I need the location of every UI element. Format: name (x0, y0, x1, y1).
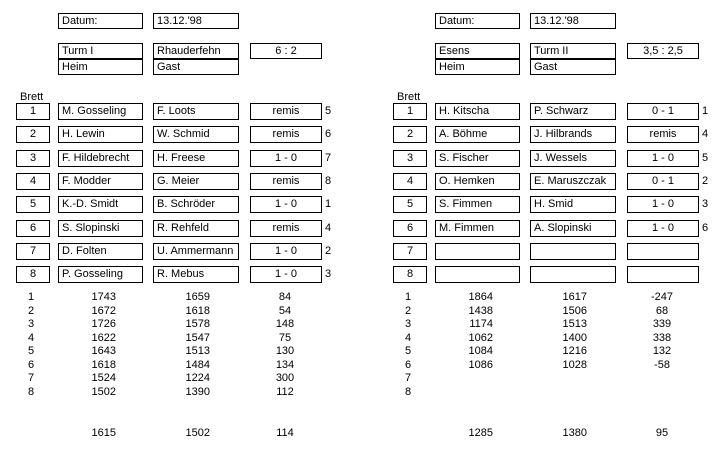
right-rating-away: 1513 (562, 318, 587, 330)
left-board-number: 8 (16, 266, 50, 283)
right-result-field[interactable]: remis (627, 126, 699, 143)
right-rating-diff: 338 (652, 331, 672, 344)
left-rating-home: 1672 (91, 304, 116, 317)
left-black-player-field[interactable]: G. Meier (153, 173, 239, 190)
left-rating-away: 1547 (185, 331, 210, 344)
right-black-player-field[interactable]: A. Slopinski (530, 220, 616, 237)
left-board-number: 2 (16, 126, 50, 143)
left-rating-board-number: 7 (28, 372, 35, 384)
left-board-number: 3 (16, 150, 50, 167)
right-rating-board-number: 2 (405, 304, 412, 317)
left-white-player-field[interactable]: S. Slopinski (58, 220, 143, 237)
right-result-field[interactable]: 1 - 0 (627, 150, 699, 167)
left-board-order: 2 (325, 245, 332, 257)
right-board-order: 2 (702, 175, 709, 187)
left-board-order: 5 (325, 105, 332, 117)
left-rating-home: 1502 (91, 385, 116, 398)
right-rating-board-number: 6 (405, 358, 412, 371)
left-board-number: 1 (16, 103, 50, 120)
left-white-player-field[interactable]: M. Gosseling (58, 103, 143, 120)
left-rating-away: 1513 (185, 345, 210, 357)
right-black-player-field[interactable] (530, 266, 616, 283)
right-result-field[interactable]: 0 - 1 (627, 103, 699, 120)
left-black-player-field[interactable]: F. Loots (153, 103, 239, 120)
right-white-player-field[interactable]: O. Hemken (435, 173, 520, 190)
right-rating-home: 1086 (468, 358, 493, 371)
right-board-number: 5 (393, 196, 427, 213)
left-rating-diff: 75 (278, 331, 292, 344)
right-board-number: 7 (393, 243, 427, 260)
right-white-player-field[interactable]: S. Fischer (435, 150, 520, 167)
left-board-order: 6 (325, 128, 332, 140)
left-rating-home: 1743 (91, 291, 116, 303)
left-rating-board-number: 1 (28, 291, 35, 303)
right-black-player-field[interactable]: J. Hilbrands (530, 126, 616, 143)
right-total-home: 1285 (468, 427, 493, 439)
left-result-field[interactable]: remis (250, 220, 322, 237)
right-total-away: 1380 (562, 427, 587, 439)
left-board-number: 7 (16, 243, 50, 260)
left-rating-board-number: 8 (28, 385, 35, 398)
left-result-field[interactable]: remis (250, 103, 322, 120)
left-black-player-field[interactable]: B. Schröder (153, 196, 239, 213)
left-total-home: 1615 (91, 427, 116, 439)
right-brett-header: Brett (397, 91, 421, 103)
left-rating-board-number: 2 (28, 304, 35, 317)
left-result-field[interactable]: 1 - 0 (250, 196, 322, 213)
right-rating-home: 1062 (468, 331, 493, 344)
left-rating-board-number: 5 (28, 345, 35, 357)
right-rating-diff: -58 (654, 358, 670, 371)
left-home-label: Heim (58, 59, 143, 75)
left-result-field[interactable]: 1 - 0 (250, 150, 322, 167)
left-white-player-field[interactable]: P. Gosseling (58, 266, 143, 283)
right-black-player-field[interactable]: J. Wessels (530, 150, 616, 167)
right-board-number: 6 (393, 220, 427, 237)
left-rating-diff: 84 (278, 291, 292, 303)
left-rating-board-number: 4 (28, 331, 35, 344)
right-result-field[interactable]: 0 - 1 (627, 173, 699, 190)
left-rating-diff: 112 (276, 385, 294, 398)
right-rating-away: 1028 (562, 358, 587, 371)
left-rating-home: 1618 (91, 358, 116, 371)
right-total-diff: 95 (655, 427, 669, 439)
right-board-number: 8 (393, 266, 427, 283)
right-black-player-field[interactable] (530, 243, 616, 260)
left-white-player-field[interactable]: H. Lewin (58, 126, 143, 143)
left-black-player-field[interactable]: R. Rehfeld (153, 220, 239, 237)
right-date-label: Datum: (435, 13, 520, 29)
left-date-field[interactable]: 13.12.'98 (153, 13, 239, 29)
right-white-player-field[interactable] (435, 243, 520, 260)
left-white-player-field[interactable]: K.-D. Smidt (58, 196, 143, 213)
left-board-number: 5 (16, 196, 50, 213)
left-away-label: Gast (153, 59, 239, 75)
right-rating-away: 1216 (562, 345, 587, 357)
left-result-field[interactable]: remis (250, 126, 322, 143)
left-score-field[interactable]: 6 : 2 (250, 43, 322, 59)
left-board-order: 8 (325, 175, 332, 187)
right-rating-away: 1400 (562, 331, 587, 344)
left-black-player-field[interactable]: H. Freese (153, 150, 239, 167)
left-board-order: 7 (325, 152, 332, 164)
left-rating-diff: 134 (275, 358, 295, 371)
right-board-number: 2 (393, 126, 427, 143)
right-board-number: 4 (393, 173, 427, 190)
left-result-field[interactable]: 1 - 0 (250, 243, 322, 260)
left-board-order: 3 (325, 268, 332, 280)
right-rating-home: 1084 (468, 345, 493, 357)
right-black-player-field[interactable]: H. Smid (530, 196, 616, 213)
left-board-order: 1 (325, 198, 332, 210)
left-board-order: 4 (325, 222, 332, 234)
left-rating-diff: 54 (278, 304, 292, 317)
right-result-field[interactable]: 1 - 0 (627, 220, 699, 237)
right-black-player-field[interactable]: P. Schwarz (530, 103, 616, 120)
right-rating-diff: -247 (650, 291, 674, 303)
left-brett-header: Brett (20, 91, 44, 103)
right-home-team-field[interactable]: Esens (435, 43, 520, 59)
right-rating-board-number: 1 (405, 291, 412, 303)
left-rating-away: 1618 (185, 304, 210, 317)
left-rating-away: 1484 (185, 358, 210, 371)
right-rating-diff: 132 (652, 345, 672, 357)
left-rating-diff: 130 (275, 345, 295, 357)
right-rating-diff: 339 (652, 318, 672, 330)
right-rating-home: 1174 (469, 318, 493, 330)
left-away-team-field[interactable]: Rhauderfehn (153, 43, 239, 59)
right-rating-board-number: 3 (405, 318, 412, 330)
left-rating-home: 1643 (91, 345, 116, 357)
left-rating-home: 1726 (91, 318, 116, 330)
right-rating-board-number: 5 (405, 345, 412, 357)
left-result-field[interactable]: remis (250, 173, 322, 190)
left-result-field[interactable]: 1 - 0 (250, 266, 322, 283)
left-home-team-field[interactable]: Turm I (58, 43, 143, 59)
right-white-player-field[interactable]: H. Kitscha (435, 103, 520, 120)
left-rating-home: 1622 (91, 331, 116, 344)
left-rating-diff: 148 (275, 318, 295, 330)
left-rating-away: 1659 (185, 291, 210, 303)
right-result-field[interactable]: 1 - 0 (627, 196, 699, 213)
right-away-label: Gast (530, 59, 616, 75)
left-rating-home: 1524 (91, 372, 116, 384)
right-result-field[interactable] (627, 266, 699, 283)
right-rating-away: 1617 (562, 291, 587, 303)
right-rating-home: 1864 (468, 291, 493, 303)
left-white-player-field[interactable]: D. Folten (58, 243, 143, 260)
left-date-label: Datum: (58, 13, 143, 29)
right-board-order: 6 (702, 222, 709, 234)
left-white-player-field[interactable]: F. Hildebrecht (58, 150, 143, 167)
right-rating-board-number: 4 (405, 331, 412, 344)
right-rating-away: 1506 (562, 304, 587, 317)
right-white-player-field[interactable] (435, 266, 520, 283)
right-board-order: 1 (702, 105, 709, 117)
right-white-player-field[interactable]: M. Fimmen (435, 220, 520, 237)
right-board-order: 5 (702, 152, 709, 164)
left-total-diff: 114 (276, 427, 294, 439)
right-black-player-field[interactable]: E. Maruszczak (530, 173, 616, 190)
right-white-player-field[interactable]: A. Böhme (435, 126, 520, 143)
left-black-player-field[interactable]: W. Schmid (153, 126, 239, 143)
right-board-number: 3 (393, 150, 427, 167)
right-home-label: Heim (435, 59, 520, 75)
right-rating-board-number: 8 (405, 385, 412, 398)
right-score-field[interactable]: 3,5 : 2,5 (627, 43, 699, 59)
left-board-number: 4 (16, 173, 50, 190)
left-board-number: 6 (16, 220, 50, 237)
right-away-team-field[interactable]: Turm II (530, 43, 616, 59)
left-rating-away: 1578 (185, 318, 210, 330)
left-total-away: 1502 (185, 427, 210, 439)
left-white-player-field[interactable]: F. Modder (58, 173, 143, 190)
left-black-player-field[interactable]: U. Ammermann (153, 243, 239, 260)
right-rating-board-number: 7 (405, 372, 412, 384)
left-rating-away: 1224 (185, 372, 210, 384)
right-rating-home: 1438 (468, 304, 493, 317)
left-rating-diff: 300 (275, 372, 295, 384)
right-white-player-field[interactable]: S. Fimmen (435, 196, 520, 213)
right-board-order: 3 (702, 198, 709, 210)
right-rating-diff: 68 (655, 304, 669, 317)
right-board-order: 4 (702, 128, 709, 140)
right-result-field[interactable] (627, 243, 699, 260)
right-date-field[interactable]: 13.12.'98 (530, 13, 616, 29)
left-black-player-field[interactable]: R. Mebus (153, 266, 239, 283)
right-board-number: 1 (393, 103, 427, 120)
left-rating-away: 1390 (185, 385, 210, 398)
left-rating-board-number: 3 (28, 318, 35, 330)
left-rating-board-number: 6 (28, 358, 35, 371)
